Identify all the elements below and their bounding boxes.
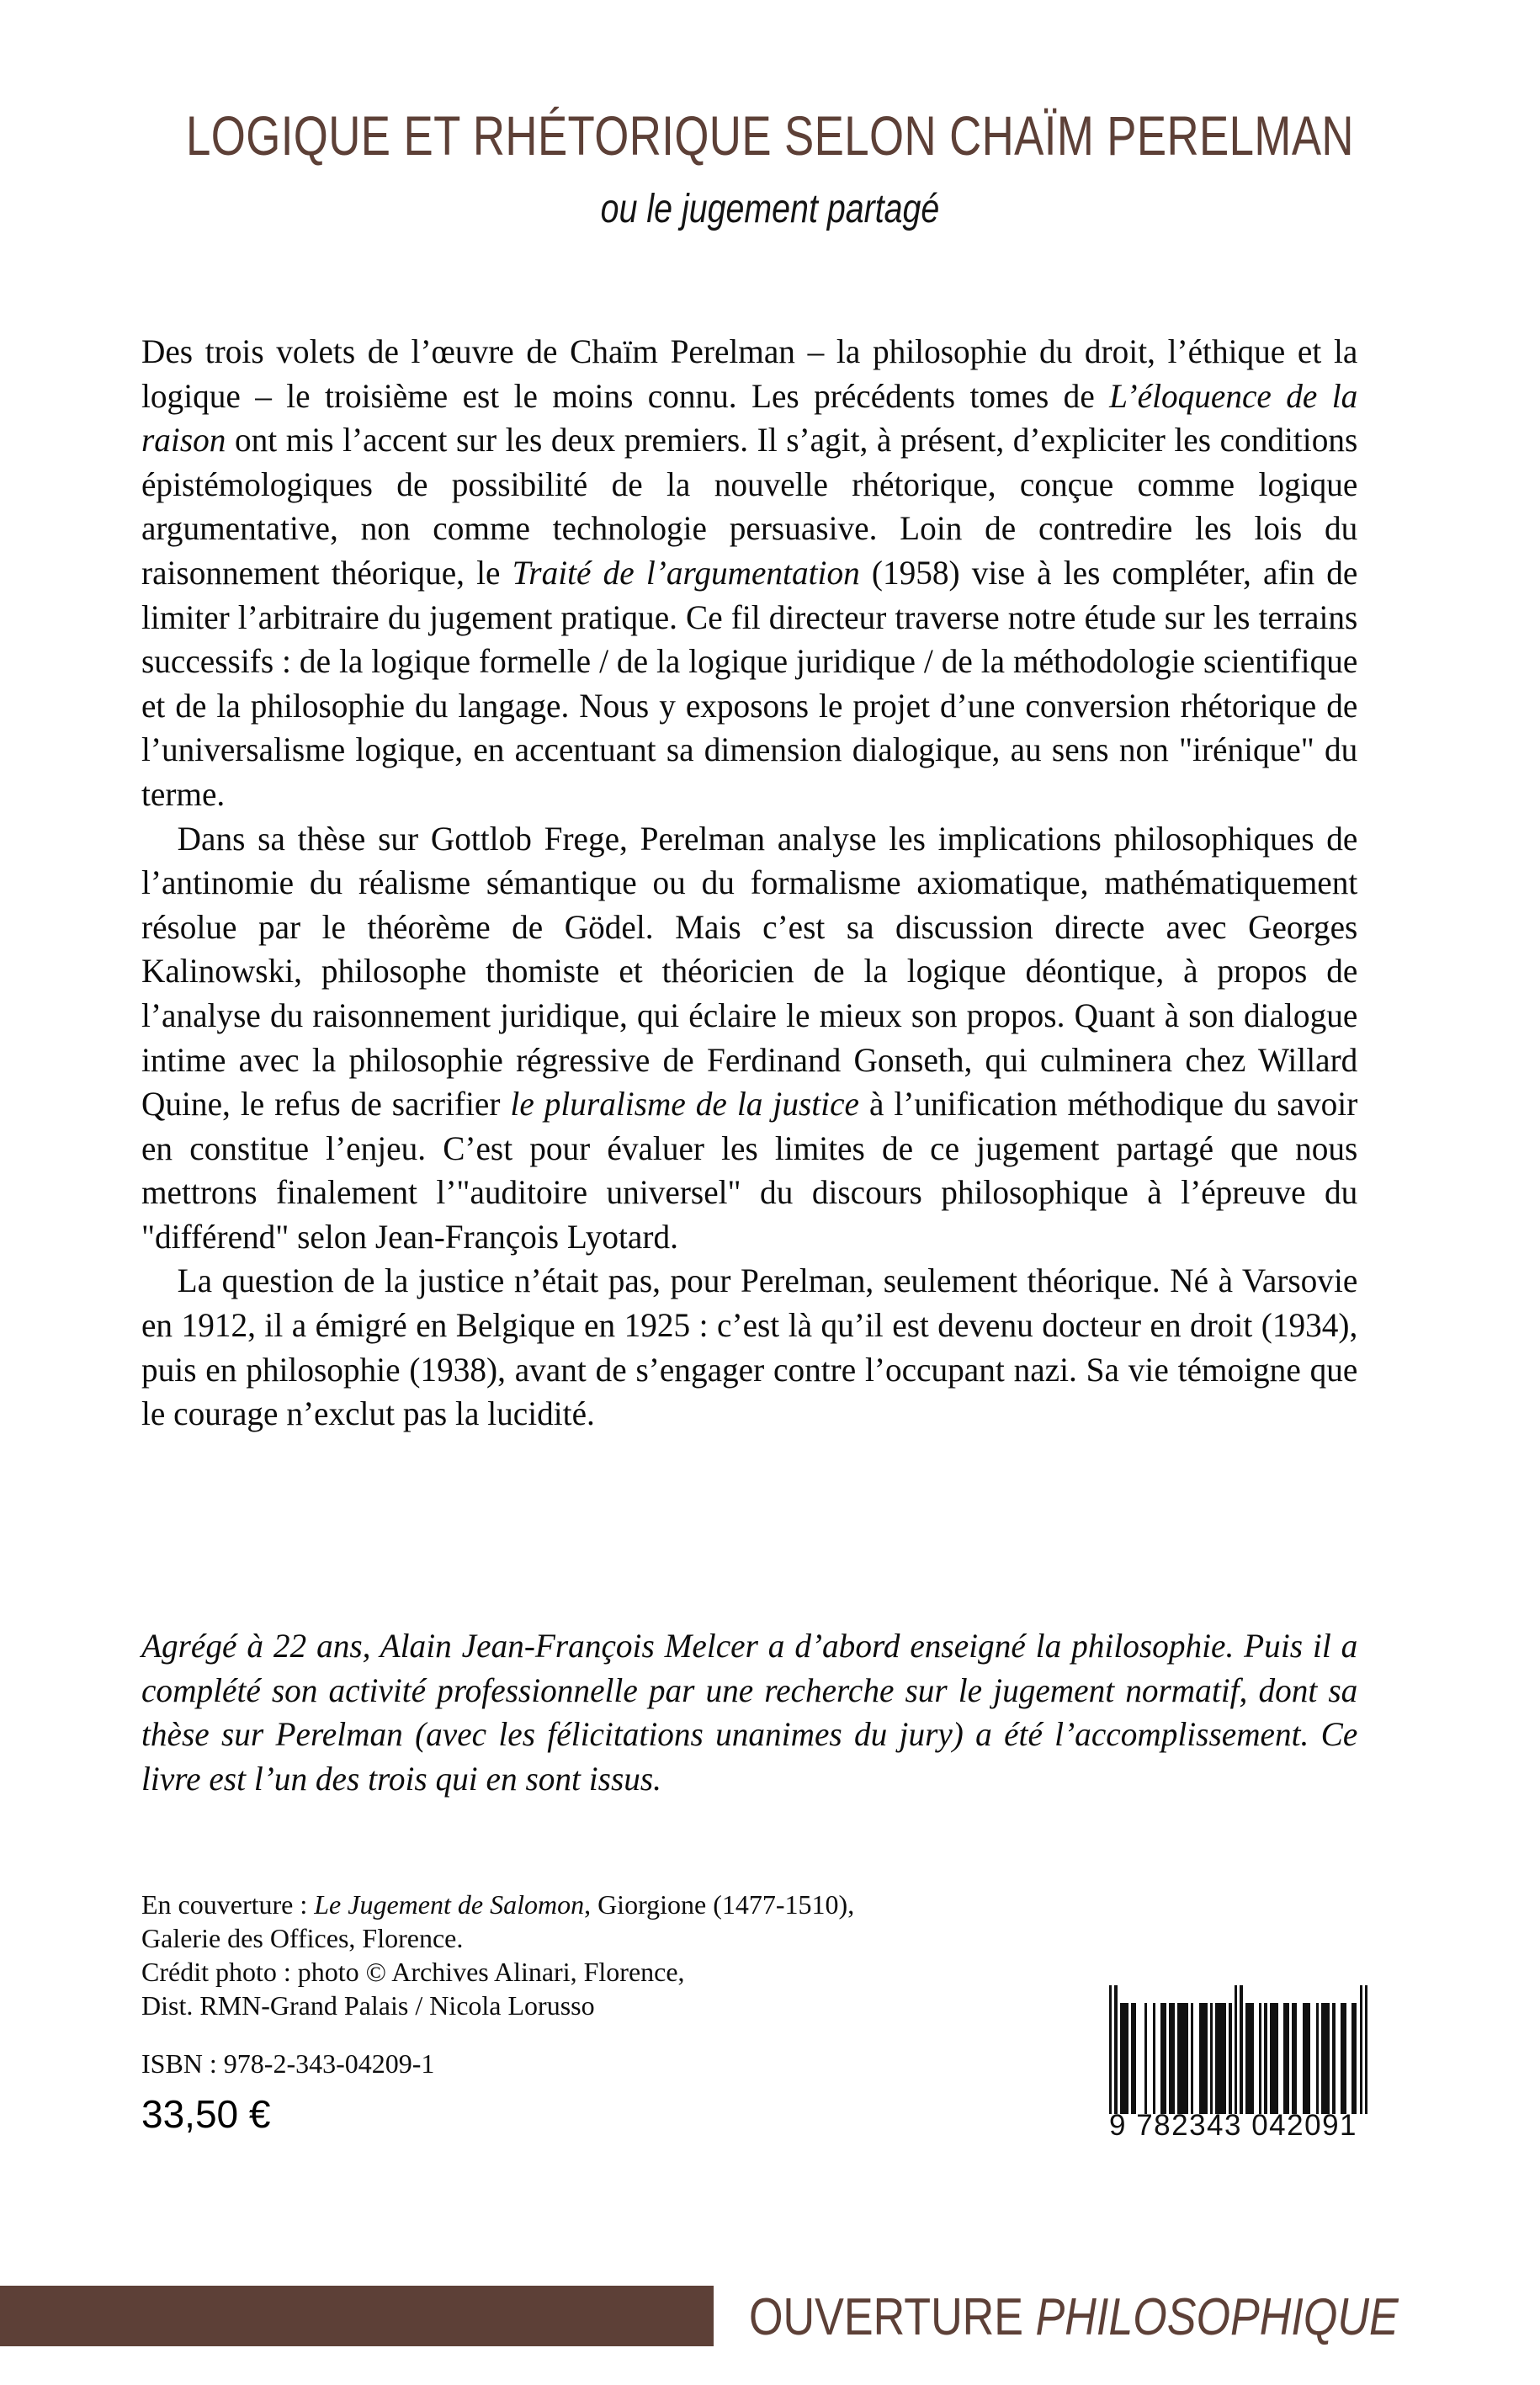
blurb-paragraph-3: La question de la justice n’était pas, pour Perelman, seulement théorique. Né à Varsovie en 1912, il a émigré en Belgique en 1925 : c’est là qu’il est devenu docteur en droit (1934), puis en philosophie (1938), avant de s’engager contre l’occupant nazi. Sa vie témoigne que le courage n’exclut pas la lucidité. — [141, 1262, 1358, 1433]
credit-cover-line — [141, 1888, 1067, 1921]
blurb-p1-title-eloquence: L’éloquence de la raison — [141, 376, 1358, 459]
credit-photo-line: Crédit photo : photo © Archives Alinari, Florence, — [141, 1957, 685, 1987]
barcode-bars — [1109, 2003, 1368, 2114]
blurb-paragraph-1 — [141, 330, 1357, 817]
blurb-p1-part-b: ont mis l’accent sur les deux premiers. Il s’agit, à présent, d’expliciter les conditions épistémologiques de possibilité de la nouvelle rhétorique, conçue comme logique argumentative, non comme technologie persuasive. Loin de contredire les lois du raisonnement théorique, le — [141, 421, 1358, 592]
collection-word-philosophique: PHILOSOPHIQUE — [1035, 2288, 1399, 2346]
credit-distribution-line: Dist. RMN-Grand Palais / Nicola Lorusso — [141, 1990, 595, 2021]
credit-artwork-title: Le Jugement de Salomon — [314, 1889, 585, 1920]
barcode — [1109, 2003, 1370, 2143]
title-block — [0, 104, 1540, 232]
credit-gallery-line: Galerie des Offices, Florence. — [141, 1923, 464, 1953]
author-bio: Agrégé à 22 ans, Alain Jean-François Melcer a d’abord enseigné la philosophie. Puis il a complété son activité professionnelle par une recherche sur le jugement normatif, dont sa thèse sur Perelman (avec les félicitations unanimes du jury) a été l’accomplissement. Ce livre est l’un des trois qui en sont issus. — [141, 1627, 1358, 1798]
collection-name — [749, 2287, 1399, 2348]
blurb-p1-part-a: Des trois volets de l’œuvre de Chaïm Perelman – la philosophie du droit, l’éthique et la logique – le troisième est le moins connu. Les précédents tomes de — [141, 332, 1358, 415]
credit-cover-prefix: En couverture : — [141, 1889, 315, 1920]
blurb-p2-italic-pluralisme: le pluralisme de la justice — [510, 1085, 859, 1123]
credit-cover-suffix: , Giorgione (1477-1510), — [584, 1889, 855, 1920]
blurb-container — [141, 330, 1395, 1437]
blurb-p1-title-traite: Traité de l’argumentation — [512, 553, 860, 592]
collection-word-ouverture: OUVERTURE — [749, 2288, 1024, 2346]
blurb-p2-part-b: à l’unification méthodique du savoir en constitue l’enjeu. C’est pour évaluer les limites de ce jugement partagé que nous mettrons finalement l’"auditoire universel" du discours philosophique à l’épreuve du "différend" selon Jean-François Lyotard. — [141, 1085, 1358, 1256]
isbn-text: ISBN : 978-2-343-04209-1 — [141, 2048, 435, 2079]
page-title: LOGIQUE ET RHÉTORIQUE SELON CHAÏM PERELMAN — [186, 104, 1354, 167]
blurb-p1-part-c: (1958) vise à les compléter, afin de limiter l’arbitraire du jugement pratique. Ce fil directeur traverse notre étude sur les terrains successifs : de la logique formelle / de la logique juridique / de la méthodologie scientifique et de la philosophie du langage. Nous y exposons le projet d’une conversion rhétorique de l’universalisme logique, en accentuant sa dimension dialogique, au sens non "irénique" du terme. — [141, 553, 1358, 813]
footer-color-bar — [0, 2286, 714, 2346]
barcode-digits: 9 782343 042091 — [1109, 2109, 1357, 2142]
page-subtitle: ou le jugement partagé — [600, 187, 940, 232]
credits-block — [141, 1888, 1067, 2022]
price-text: 33,50 € — [141, 2092, 271, 2136]
blurb-p2-part-a: Dans sa thèse sur Gottlob Frege, Perelman analyse les implications philosophiques de l’antinomie du réalisme sémantique ou du formalisme axiomatique, mathématiquement résolue par le théorème de Gödel. Mais c’est sa discussion directe avec Georges Kalinowski, philosophe thomiste et théoricien de la logique déontique, à propos de l’analyse du raisonnement juridique, qui éclaire le mieux son propos. Quant à son dialogue intime avec la philosophie régressive de Ferdinand Gonseth, qui culminera chez Willard Quine, le refus de sacrifier — [141, 819, 1358, 1123]
blurb-paragraph-2 — [141, 817, 1357, 1260]
